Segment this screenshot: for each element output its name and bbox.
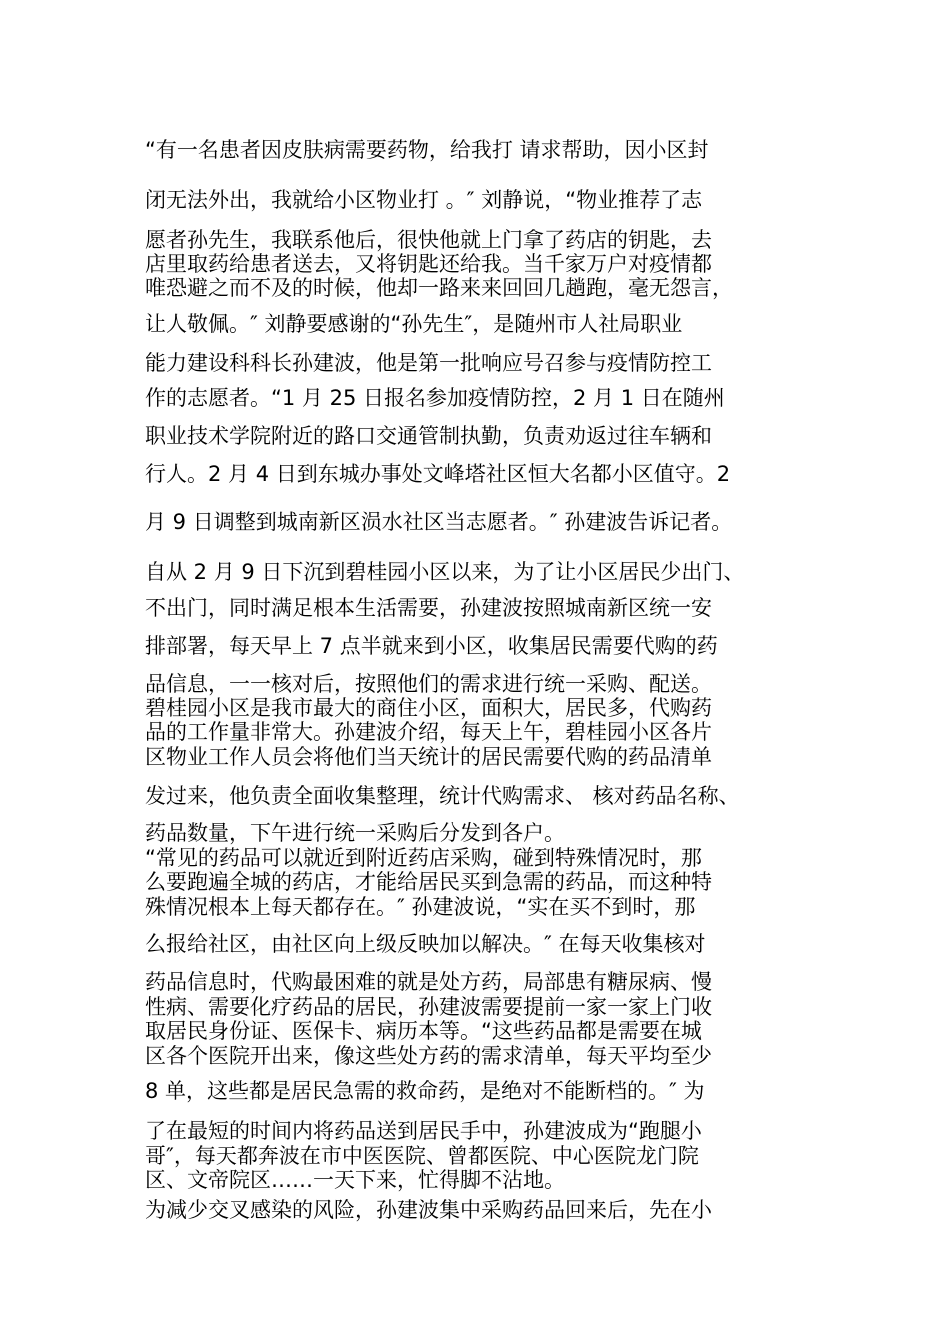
- text-line: 发过来，他负责全面收集整理，统计代购需求、 核对药品名称、: [145, 784, 740, 808]
- text-line: 药品数量，下午进行统一采购后分发到各户。: [145, 821, 565, 845]
- text-line: 让人敬佩。″ 刘静要感谢的“孙先生″，是随州市人社局职业: [145, 312, 683, 336]
- text-line: 不出门，同时满足根本生活需要，孙建波按照城南新区统一安: [145, 596, 712, 620]
- text-line: 闭无法外出，我就给小区物业打 。″ 刘静说，“物业推荐了志: [145, 188, 703, 212]
- text-line: 排部署，每天早上 7 点半就来到小区，收集居民需要代购的药: [145, 634, 718, 658]
- text-line: 能力建设科科长孙建波，他是第一批响应号召参与疫情防控工: [145, 351, 712, 375]
- text-line: 哥″，每天都奔波在市中医医院、曾都医院、中心医院龙门院: [145, 1144, 699, 1168]
- text-line: 么要跑遍全城的药店，才能给居民买到急需的药品，而这种特: [145, 870, 712, 894]
- text-line: 自从 2 月 9 日下沉到碧桂园小区以来，为了让小区居民少出门、: [145, 560, 745, 584]
- text-line: 取居民身份证、医保卡、病历本等。“这些药品都是需要在城: [145, 1019, 702, 1043]
- text-line: 了在最短的时间内将药品送到居民手中，孙建波成为“跑腿小: [145, 1119, 702, 1143]
- text-line: “常见的药品可以就近到附近药店采购，碰到特殊情况时，那: [145, 846, 702, 870]
- text-line: 碧桂园小区是我市最大的商住小区，面积大，居民多，代购药: [145, 696, 712, 720]
- text-line: “有一名患者因皮肤病需要药物，给我打 请求帮助，因小区封: [145, 138, 709, 162]
- text-line: 为减少交叉感染的风险，孙建波集中采购药品回来后，先在小: [145, 1198, 712, 1222]
- text-line: 区各个医院开出来，像这些处方药的需求清单，每天平均至少: [145, 1044, 712, 1068]
- text-line: 品信息，一一核对后，按照他们的需求进行统一采购、配送。: [145, 672, 712, 696]
- text-line: 药品信息时，代购最困难的就是处方药，局部患有糖尿病、慢: [145, 970, 712, 994]
- text-line: 月 9 日调整到城南新区涢水社区当志愿者。″ 孙建波告诉记者。: [145, 510, 733, 534]
- text-line: 职业技术学院附近的路口交通管制执勤，负责劝返过往车辆和: [145, 424, 712, 448]
- text-line: 愿者孙先生，我联系他后，很快他就上门拿了药店的钥匙，去: [145, 228, 712, 252]
- text-line: 区物业工作人员会将他们当天统计的居民需要代购的药品清单: [145, 745, 712, 769]
- text-line: 唯恐避之而不及的时候，他却一路来来回回几趟跑，毫无怨言，: [145, 276, 733, 300]
- text-line: 区、文帝院区……一天下来，忙得脚不沾地。: [145, 1168, 565, 1192]
- text-line: 行人。2 月 4 日到东城办事处文峰塔社区恒大名都小区值守。2: [145, 462, 731, 486]
- text-line: 品的工作量非常大。孙建波介绍，每天上午，碧桂园小区各片: [145, 720, 712, 744]
- text-line: 作的志愿者。“1 月 25 日报名参加疫情防控，2 月 1 日在随州: [145, 386, 725, 410]
- text-line: 殊情况根本上每天都存在。″ 孙建波说，“实在买不到时，那: [145, 895, 696, 919]
- text-line: 8 单，这些都是居民急需的救命药，是绝对不能断档的。″ 为: [145, 1079, 705, 1103]
- text-line: 么报给社区，由社区向上级反映加以解决。″ 在每天收集核对: [145, 932, 706, 956]
- text-line: 店里取药给患者送去，又将钥匙还给我。当千家万户对疫情都: [145, 252, 712, 276]
- text-line: 性病、需要化疗药品的居民，孙建波需要提前一家一家上门收: [145, 995, 712, 1019]
